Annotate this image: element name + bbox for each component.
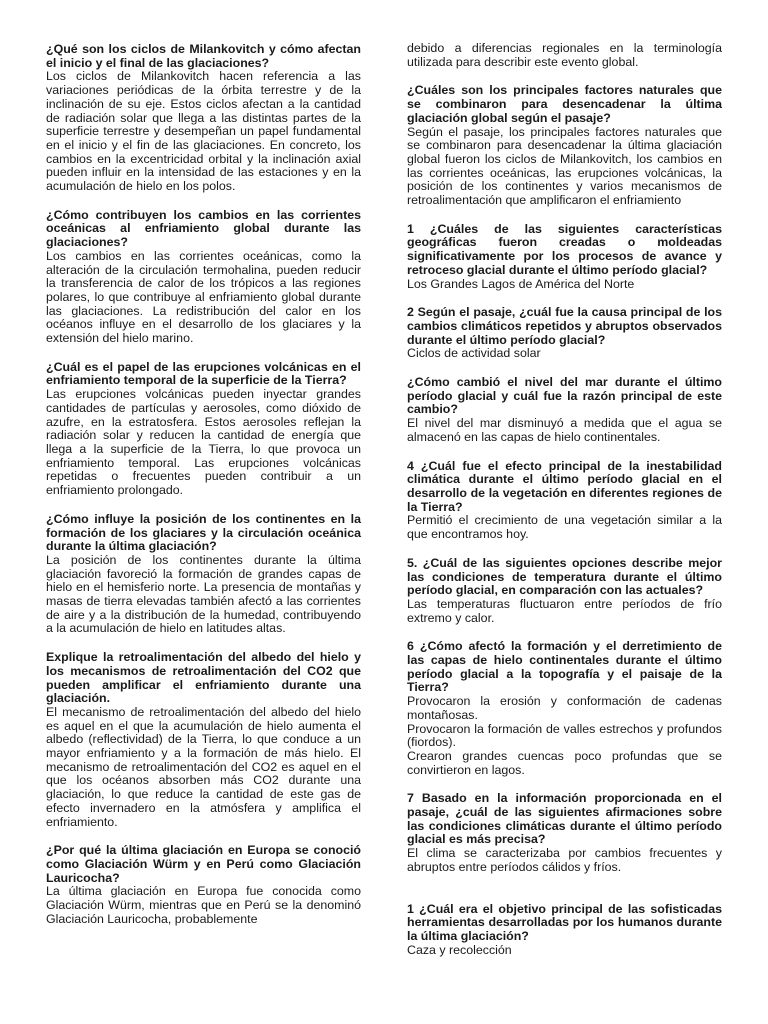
answer: Crearon grandes cuencas poco profundas que se convirtieron en lagos. (407, 748, 722, 777)
question: ¿Cuál es el papel de las erupciones volcánicas en el enfriamiento temporal de la superficie de la Tierra? (46, 359, 361, 388)
qa-block (407, 640, 722, 777)
answer: La última glaciación en Europa fue conocida como Glaciación Würm, mientras que en Perú se la denominó Glaciación Lauricocha, probablemente (46, 884, 361, 926)
answer: Provocaron la erosión y conformación de cadenas montañosas. (407, 694, 722, 722)
question: 4 ¿Cuál fue el efecto principal de la inestabilidad climática durante el último período glacial en el desarrollo de la vegetación en diferentes regiones de la Tierra? (407, 458, 722, 514)
answer: Permitió el crecimiento de una vegetación similar a la que encontramos hoy. (407, 513, 722, 542)
qa-block (407, 792, 722, 874)
question: ¿Qué son los ciclos de Milankovitch y cómo afectan el inicio y el final de las glaciaciones? (46, 42, 361, 70)
question: 6 ¿Cómo afectó la formación y el derretimiento de las capas de hielo continentales durante el último período glacial a la topografía y el paisaje de la Tierra? (407, 639, 722, 695)
question: Explique la retroalimentación del albedo del hielo y los mecanismos de retroalimentación del CO2 que pueden amplificar el enfriamiento durante una glaciación. (46, 650, 361, 706)
qa-block (46, 651, 361, 829)
question: 7 Basado en la información proporcionada en el pasaje, ¿cuál de las siguientes afirmaciones sobre las condiciones climáticas durante el último período glacial es más precisa? (407, 791, 722, 847)
answer: Provocaron la formación de valles estrechos y profundos (fiordos). (407, 721, 722, 750)
qa-block (407, 903, 722, 958)
answer: Los ciclos de Milankovitch hacen referencia a las variaciones periódicas de la órbita terrestre y de la inclinación de su eje. Estos ciclos afectan a la cantidad de radiación solar que llega a las distintas partes de la superficie terrestre y desempeñan un papel fundamental en el inicio y el fin de las glaciaciones. En concreto, los cambios en la excentricidad orbital y la inclinación axial pueden influir en la intensidad de las estaciones y en la acumulación de hielo en los polos. (46, 69, 361, 194)
qa-block (46, 844, 361, 926)
qa-block (407, 376, 722, 445)
qa-block (407, 84, 722, 207)
question: ¿Cómo influye la posición de los continentes en la formación de los glaciares y la circulación oceánica durante la última glaciación? (46, 511, 361, 554)
answer: Según el pasaje, los principales factores naturales que se combinaron para desencadenar la última glaciación global fueron los ciclos de Milankovitch, los cambios en las corrientes oceánicas, las erupciones volcánicas, la posición de los continentes y varios mecanismos de retroalimentación que amplificaron el enfriamiento (407, 124, 722, 208)
answer: El mecanismo de retroalimentación del albedo del hielo es aquel en el que la acumulación de hielo aumenta el albedo (reflectividad) de la Tierra, lo que conduce a un mayor enfriamiento y a la formación de más hielo. El mecanismo de retroalimentación del CO2 es aquel en el que los océanos absorben más CO2 durante una glaciación, lo que reduce la cantidad de este gas de efecto invernadero en la atmósfera y amplifica el enfriamiento. (46, 704, 361, 829)
answer-continuation: debido a diferencias regionales en la terminología utilizada para describir este evento global. (407, 41, 722, 69)
answer: El clima se caracterizaba por cambios frecuentes y abruptos entre períodos cálidos y fríos. (407, 846, 722, 874)
question: 5. ¿Cuál de las siguientes opciones describe mejor las condiciones de temperatura durante el último período glacial, en comparación con las actuales? (407, 555, 722, 598)
answer: Los Grandes Lagos de América del Norte (407, 276, 635, 291)
qa-block (407, 557, 722, 626)
question: 1 ¿Cuál era el objetivo principal de las sofisticadas herramientas desarrolladas por los humanos durante la última glaciación? (407, 901, 722, 943)
qa-block (46, 513, 361, 636)
qa-block (46, 209, 361, 346)
answer: Las temperaturas fluctuaron entre períodos de frío extremo y calor. (407, 596, 722, 625)
qa-block (46, 43, 361, 194)
left-column (46, 43, 361, 1024)
question: 1 ¿Cuáles de las siguientes características geográficas fueron creadas o moldeadas significativamente por los procesos de avance y retroceso glacial durante el último período glacial? (407, 221, 722, 277)
right-column (407, 42, 722, 1024)
answer: Las erupciones volcánicas pueden inyectar grandes cantidades de partículas y aerosoles, como dióxido de azufre, en la estratosfera. Estos aerosoles reflejan la radiación solar y reducen la cantidad de energía que llega a la superficie de la Tierra, lo que provoca un enfriamiento temporal. Las erupciones volcánicas repetidas o frecuentes pueden contribuir a un enfriamiento prolongado. (46, 387, 361, 498)
qa-block (407, 223, 722, 292)
answer: El nivel del mar disminuyó a medida que el agua se almacenó en las capas de hielo continentales. (407, 416, 722, 444)
question: ¿Cómo cambió el nivel del mar durante el último período glacial y cuál fue la razón principal de este cambio? (407, 375, 722, 417)
qa-block (46, 361, 361, 498)
answer: Los cambios en las corrientes oceánicas, como la alteración de la circulación termohalina, pueden reducir la transferencia de calor de los trópicos a las regiones polares, lo que contribuye al enfriamiento global durante las glaciaciones. La redistribución del calor en los océanos influye en el desarrollo de los glaciares y la extensión del hielo marino. (46, 248, 361, 346)
question: 2 Según el pasaje, ¿cuál fue la causa principal de los cambios climáticos repetidos y abruptos observados durante el último período glacial? (407, 305, 722, 347)
qa-block (407, 460, 722, 542)
answer: Caza y recolección (407, 942, 512, 957)
question: ¿Cuáles son los principales factores naturales que se combinaron para desencadenar la última glaciación global según el pasaje? (407, 83, 722, 125)
question: ¿Cómo contribuyen los cambios en las corrientes oceánicas al enfriamiento global durante las glaciaciones? (46, 207, 361, 250)
answer: Ciclos de actividad solar (407, 346, 541, 361)
answer: La posición de los continentes durante la última glaciación favoreció la formación de grandes capas de hielo en el hemisferio norte. La presencia de montañas y masas de tierra elevadas también afectó a las corrientes de aire y a la distribución de la humedad, contribuyendo a la acumulación de hielo en latitudes altas. (46, 552, 361, 636)
question: ¿Por qué la última glaciación en Europa se conoció como Glaciación Würm y en Perú como Glaciación Lauricocha? (46, 843, 361, 885)
qa-block (407, 306, 722, 361)
